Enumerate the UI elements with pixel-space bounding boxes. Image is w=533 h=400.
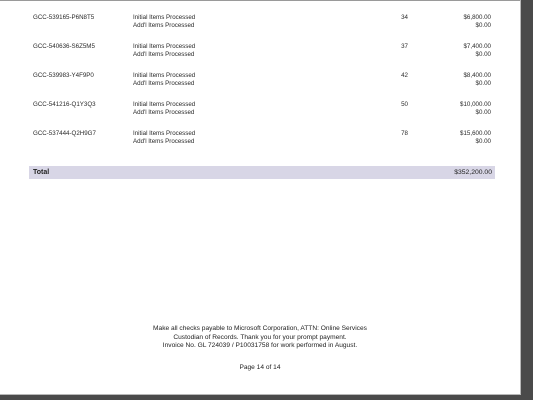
footer-line-2: Custodian of Records. Thank you for your prompt payment. (173, 333, 347, 341)
item-amount (440, 72, 491, 88)
item-quantity: 78 (401, 130, 408, 137)
item-description-initial: Initial Items Processed (133, 14, 196, 21)
item-description-initial: Initial Items Processed (133, 72, 196, 79)
item-id: GCC-539983-Y4F9P0 (33, 72, 94, 79)
item-id: GCC-540636-S6Z5M5 (33, 43, 95, 50)
item-quantity: 42 (401, 72, 408, 79)
item-amount-initial: $6,800.00 (463, 14, 491, 21)
item-quantity: 37 (401, 43, 408, 50)
table-row (0, 101, 520, 121)
table-row (0, 14, 520, 34)
item-amount-initial: $7,400.00 (463, 43, 491, 50)
item-amount (440, 130, 491, 146)
table-row (0, 130, 520, 150)
item-description (133, 130, 195, 146)
item-amount-initial: $8,400.00 (463, 72, 491, 79)
item-amount-additional: $0.00 (475, 50, 491, 58)
item-amount-initial: $15,600.00 (460, 130, 491, 137)
page-top-edge (0, 0, 520, 1)
item-description (133, 101, 195, 117)
page-number: Page 14 of 14 (239, 364, 281, 371)
item-description-additional: Add'l Items Processed (133, 108, 195, 116)
payment-instructions (100, 325, 420, 351)
item-description-additional: Add'l Items Processed (133, 79, 195, 87)
total-row (29, 166, 495, 179)
footer-line-1: Make all checks payable to Microsoft Corporation, ATTN: Online Services (153, 325, 367, 332)
item-description-additional: Add'l Items Processed (133, 137, 195, 145)
item-id: GCC-539165-P6N8T5 (33, 14, 95, 21)
item-description-additional: Add'l Items Processed (133, 50, 195, 58)
table-row (0, 72, 520, 92)
item-amount-initial: $10,000.00 (460, 101, 491, 108)
item-description (133, 43, 195, 59)
item-description-initial: Initial Items Processed (133, 101, 196, 108)
item-amount (440, 43, 491, 59)
item-description-initial: Initial Items Processed (133, 43, 196, 50)
total-value: $352,200.00 (454, 169, 492, 176)
item-description (133, 72, 195, 88)
item-description-additional: Add'l Items Processed (133, 21, 195, 29)
item-id: GCC-537444-Q2H9G7 (33, 130, 96, 137)
item-amount-additional: $0.00 (475, 137, 491, 145)
item-id: GCC-541216-Q1Y3Q3 (33, 101, 96, 108)
total-label: Total (33, 169, 50, 176)
item-description (133, 14, 195, 30)
table-row (0, 43, 520, 63)
item-amount-additional: $0.00 (475, 79, 491, 87)
footer-line-3: Invoice No. GL 724039 / P10031758 for work performed in August. (162, 342, 358, 350)
item-description-initial: Initial Items Processed (133, 130, 196, 137)
item-quantity: 34 (401, 14, 408, 21)
item-quantity: 50 (401, 101, 408, 108)
item-amount-additional: $0.00 (475, 108, 491, 116)
item-amount (440, 14, 491, 30)
item-amount (440, 101, 491, 117)
item-amount-additional: $0.00 (475, 21, 491, 29)
